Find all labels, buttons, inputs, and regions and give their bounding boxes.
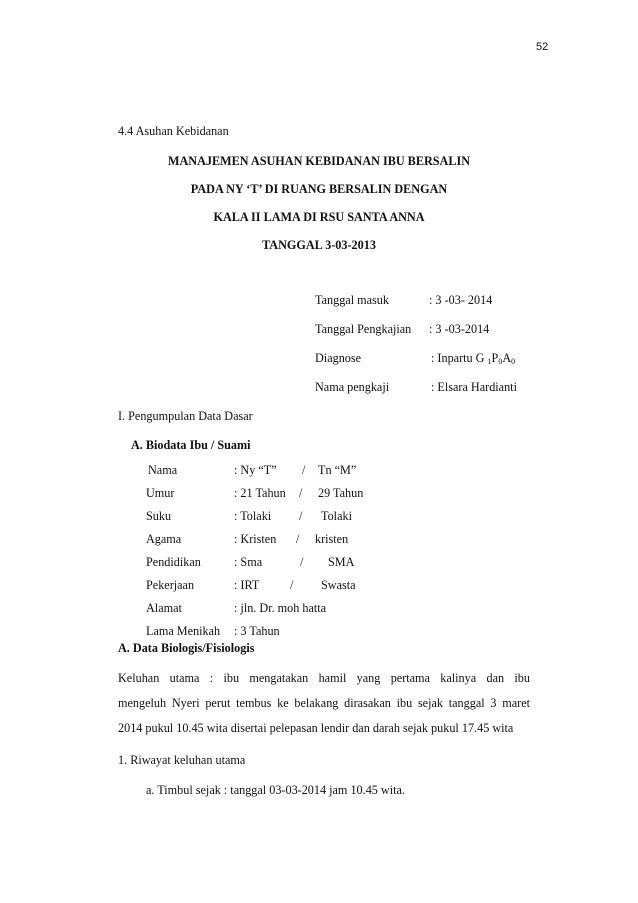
biodata-label: Umur: [146, 486, 175, 500]
page-number: 52: [536, 41, 549, 53]
meta-value-diagnose: : Inpartu G $_1P_0A_0$: [431, 351, 516, 366]
keluhan-line-2: mengeluh Nyeri perut tembus ke belakang dirasakan ibu sejak tanggal 3 maret: [118, 696, 530, 710]
biodata-ibu-value: : Ny “T”: [234, 463, 277, 477]
biodata-ibu-value: : Kristen: [234, 532, 277, 546]
biodata-separator: /: [300, 555, 304, 569]
biodata-suami-value: Swasta: [321, 578, 356, 592]
meta-value-tanggal-pengkajian: : 3 -03-2014: [429, 322, 490, 336]
biodata-separator: /: [290, 578, 294, 592]
keluhan-line-1: Keluhan utama : ibu mengatakan hamil yang pertama kalinya dan ibu: [118, 671, 530, 685]
meta-label-tanggal-masuk: Tanggal masuk: [315, 293, 389, 307]
biodata-label: Nama: [148, 463, 178, 477]
meta-label-diagnose: Diagnose: [315, 351, 362, 365]
heading-line-4: TANGGAL 3-03-2013: [262, 238, 376, 252]
biodata-suami-value: Tn “M”: [318, 463, 357, 477]
subsection-data-biologis: A. Data Biologis/Fisiologis: [118, 641, 255, 655]
meta-value-tanggal-masuk: : 3 -03- 2014: [429, 293, 493, 307]
biodata-ibu-value: : 21 Tahun: [234, 486, 286, 500]
biodata-separator: /: [302, 463, 306, 477]
subsection-biodata: A. Biodata Ibu / Suami: [131, 438, 251, 452]
biodata-ibu-value: : jln. Dr. moh hatta: [234, 601, 327, 615]
biodata-separator: /: [299, 486, 303, 500]
biodata-ibu-value: : Sma: [234, 555, 263, 569]
biodata-ibu-value: : 3 Tahun: [234, 624, 280, 638]
biodata-label: Pekerjaan: [146, 578, 195, 592]
section-heading-pengumpulan-data: I. Pengumpulan Data Dasar: [118, 409, 253, 423]
timbul-sejak-line: a. Timbul sejak : tanggal 03-03-2014 jam 10.45 wita.: [146, 783, 405, 797]
biodata-ibu-value: : Tolaki: [234, 509, 272, 523]
keluhan-line-3: 2014 pukul 10.45 wita disertai pelepasan lendir dan darah sejak pukul 17.45 wita: [118, 721, 514, 735]
heading-line-1: MANAJEMEN ASUHAN KEBIDANAN IBU BERSALIN: [167, 154, 470, 168]
meta-label-nama-pengkaji: Nama pengkaji: [315, 380, 390, 394]
biodata-label: Suku: [146, 509, 172, 523]
riwayat-keluhan-heading: 1. Riwayat keluhan utama: [118, 753, 246, 767]
biodata-suami-value: kristen: [315, 532, 349, 546]
section-title: 4.4 Asuhan Kebidanan: [118, 124, 229, 138]
biodata-suami-value: SMA: [328, 555, 355, 569]
biodata-suami-value: 29 Tahun: [318, 486, 364, 500]
biodata-separator: /: [296, 532, 300, 546]
biodata-label: Pendidikan: [146, 555, 201, 569]
meta-label-tanggal-pengkajian: Tanggal Pengkajian: [315, 322, 412, 336]
biodata-suami-value: Tolaki: [321, 509, 352, 523]
biodata-label: Agama: [146, 532, 182, 546]
heading-line-3: KALA II LAMA DI RSU SANTA ANNA: [213, 210, 425, 224]
heading-line-2: PADA NY ‘T’ DI RUANG BERSALIN DENGAN: [190, 182, 448, 196]
biodata-ibu-value: : IRT: [234, 578, 260, 592]
meta-value-nama-pengkaji: : Elsara Hardianti: [431, 380, 517, 394]
biodata-separator: /: [299, 509, 303, 523]
biodata-label: Lama Menikah: [146, 624, 221, 638]
biodata-label: Alamat: [146, 601, 182, 615]
